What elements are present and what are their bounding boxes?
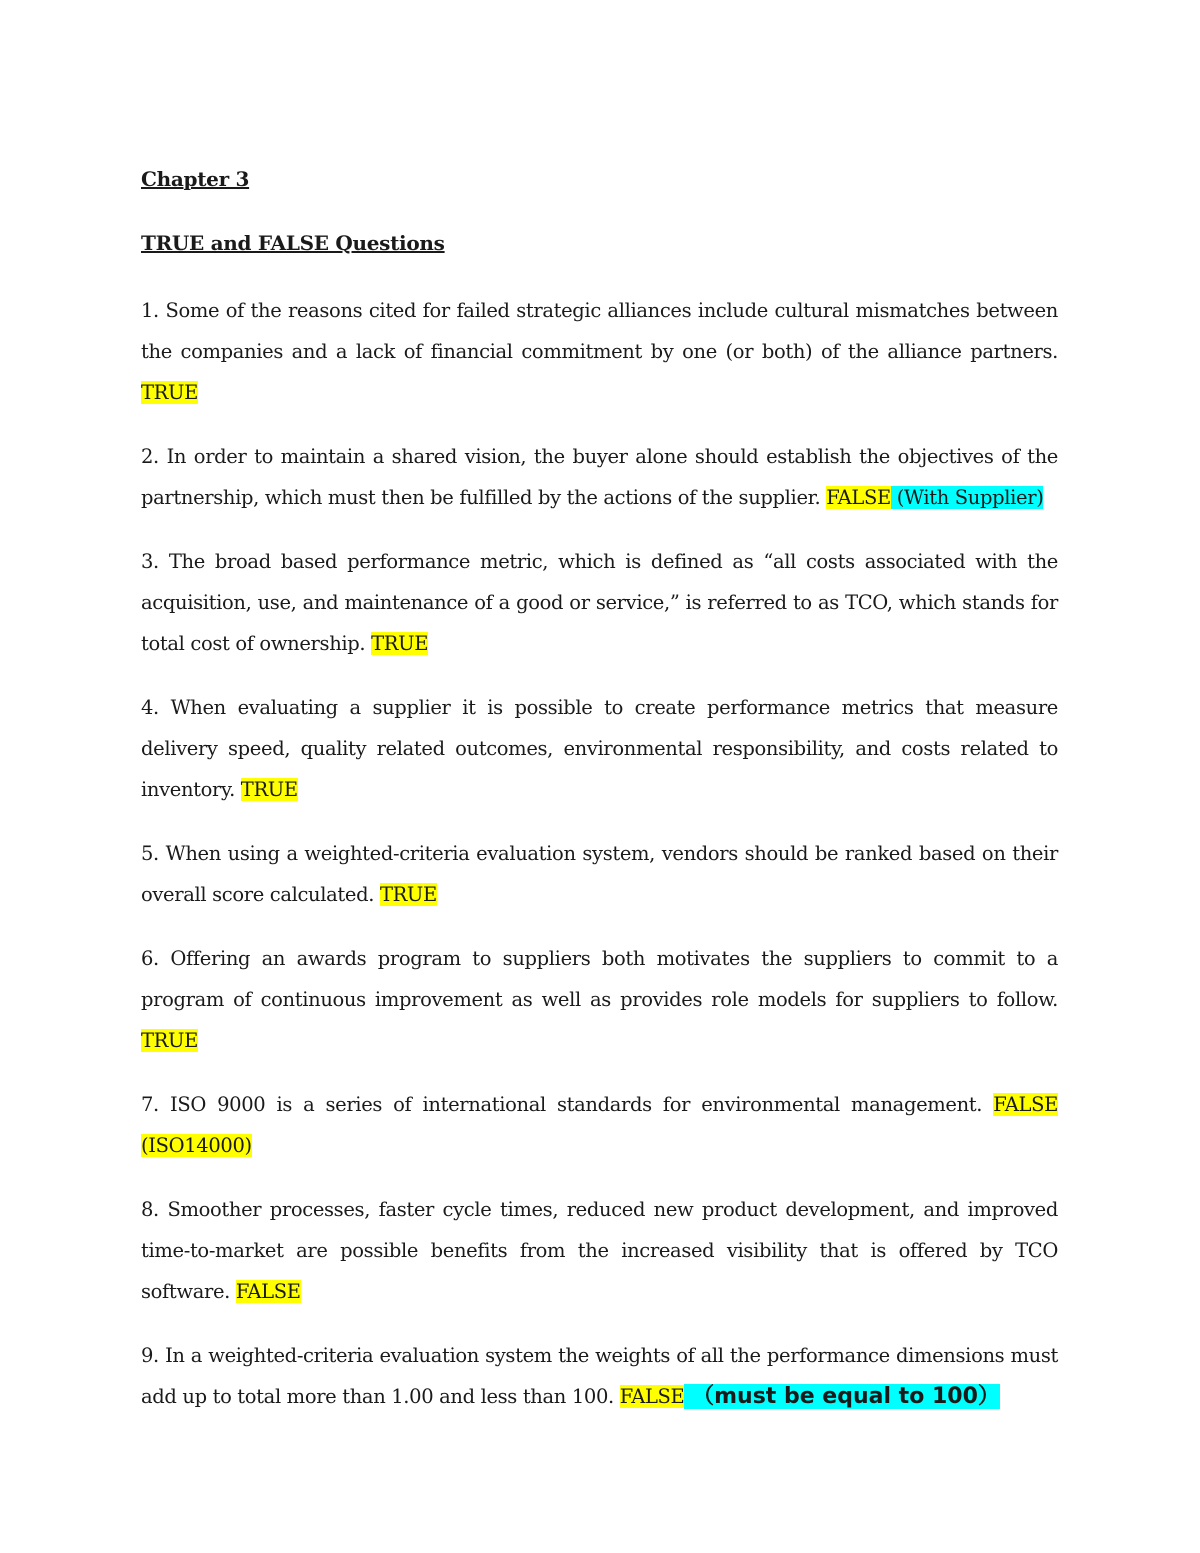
question-text: Smoother processes, faster cycle times, reduced new product development, and improved time-to-market are possible benefits from the increased visibility that is offered by TCO software.	[141, 1198, 1058, 1303]
question-number: 1.	[141, 299, 159, 322]
document-body	[141, 162, 1058, 1440]
answer-highlight: TRUE	[371, 632, 429, 655]
question-text: ISO 9000 is a series of international standards for environmental management.	[170, 1093, 983, 1116]
question-5	[141, 833, 1058, 915]
question-8	[141, 1189, 1058, 1312]
question-3	[141, 541, 1058, 664]
question-number: 9.	[141, 1344, 159, 1367]
question-7	[141, 1084, 1058, 1166]
question-number: 7.	[141, 1093, 159, 1116]
question-text: In a weighted-criteria evaluation system the weights of all the performance dimensions must add up to total more than 1.00 and less than 100.	[141, 1344, 1058, 1408]
question-1	[141, 290, 1058, 413]
question-number: 5.	[141, 842, 159, 865]
question-number: 4.	[141, 696, 159, 719]
question-2	[141, 436, 1058, 518]
answer-note: (With Supplier)	[890, 486, 1044, 509]
answer-highlight: TRUE	[240, 778, 298, 801]
question-number: 3.	[141, 550, 159, 573]
question-4	[141, 687, 1058, 810]
chapter-title: Chapter 3	[141, 167, 250, 191]
answer-highlight: FALSE (ISO14000)	[141, 1093, 1058, 1157]
question-6	[141, 938, 1058, 1061]
question-number: 6.	[141, 947, 159, 970]
question-number: 8.	[141, 1198, 159, 1221]
answer-highlight: TRUE	[141, 1029, 198, 1052]
answer-highlight: FALSE	[826, 486, 891, 509]
answer-highlight: FALSE	[235, 1280, 301, 1303]
answer-note: （must be equal to 100）	[684, 1384, 1000, 1409]
question-text: Some of the reasons cited for failed strategic alliances include cultural mismatches between the companies and a lack of financial commitment by one (or both) of the alliance partners.	[141, 299, 1058, 363]
question-text: In order to maintain a shared vision, the buyer alone should establish the objectives of the partnership, which must then be fulfilled by the actions of the supplier.	[141, 445, 1058, 509]
answer-highlight: TRUE	[379, 883, 437, 906]
question-text: When evaluating a supplier it is possible to create performance metrics that measure delivery speed, quality related outcomes, environmental responsibility, and costs related to inventory.	[141, 696, 1058, 801]
answer-highlight: FALSE	[619, 1385, 685, 1408]
question-9	[141, 1335, 1058, 1417]
question-number: 2.	[141, 445, 159, 468]
question-text: When using a weighted-criteria evaluation system, vendors should be ranked based on their overall score calculated.	[141, 842, 1058, 906]
section-title: TRUE and FALSE Questions	[141, 231, 445, 255]
answer-highlight: TRUE	[141, 381, 198, 404]
question-text: Offering an awards program to suppliers both motivates the suppliers to commit to a program of continuous improvement as well as provides role models for suppliers to follow.	[141, 947, 1058, 1011]
question-text: The broad based performance metric, which is defined as “all costs associated with the acquisition, use, and maintenance of a good or service,” is referred to as TCO, which stands for total cost of ownership.	[141, 550, 1058, 655]
